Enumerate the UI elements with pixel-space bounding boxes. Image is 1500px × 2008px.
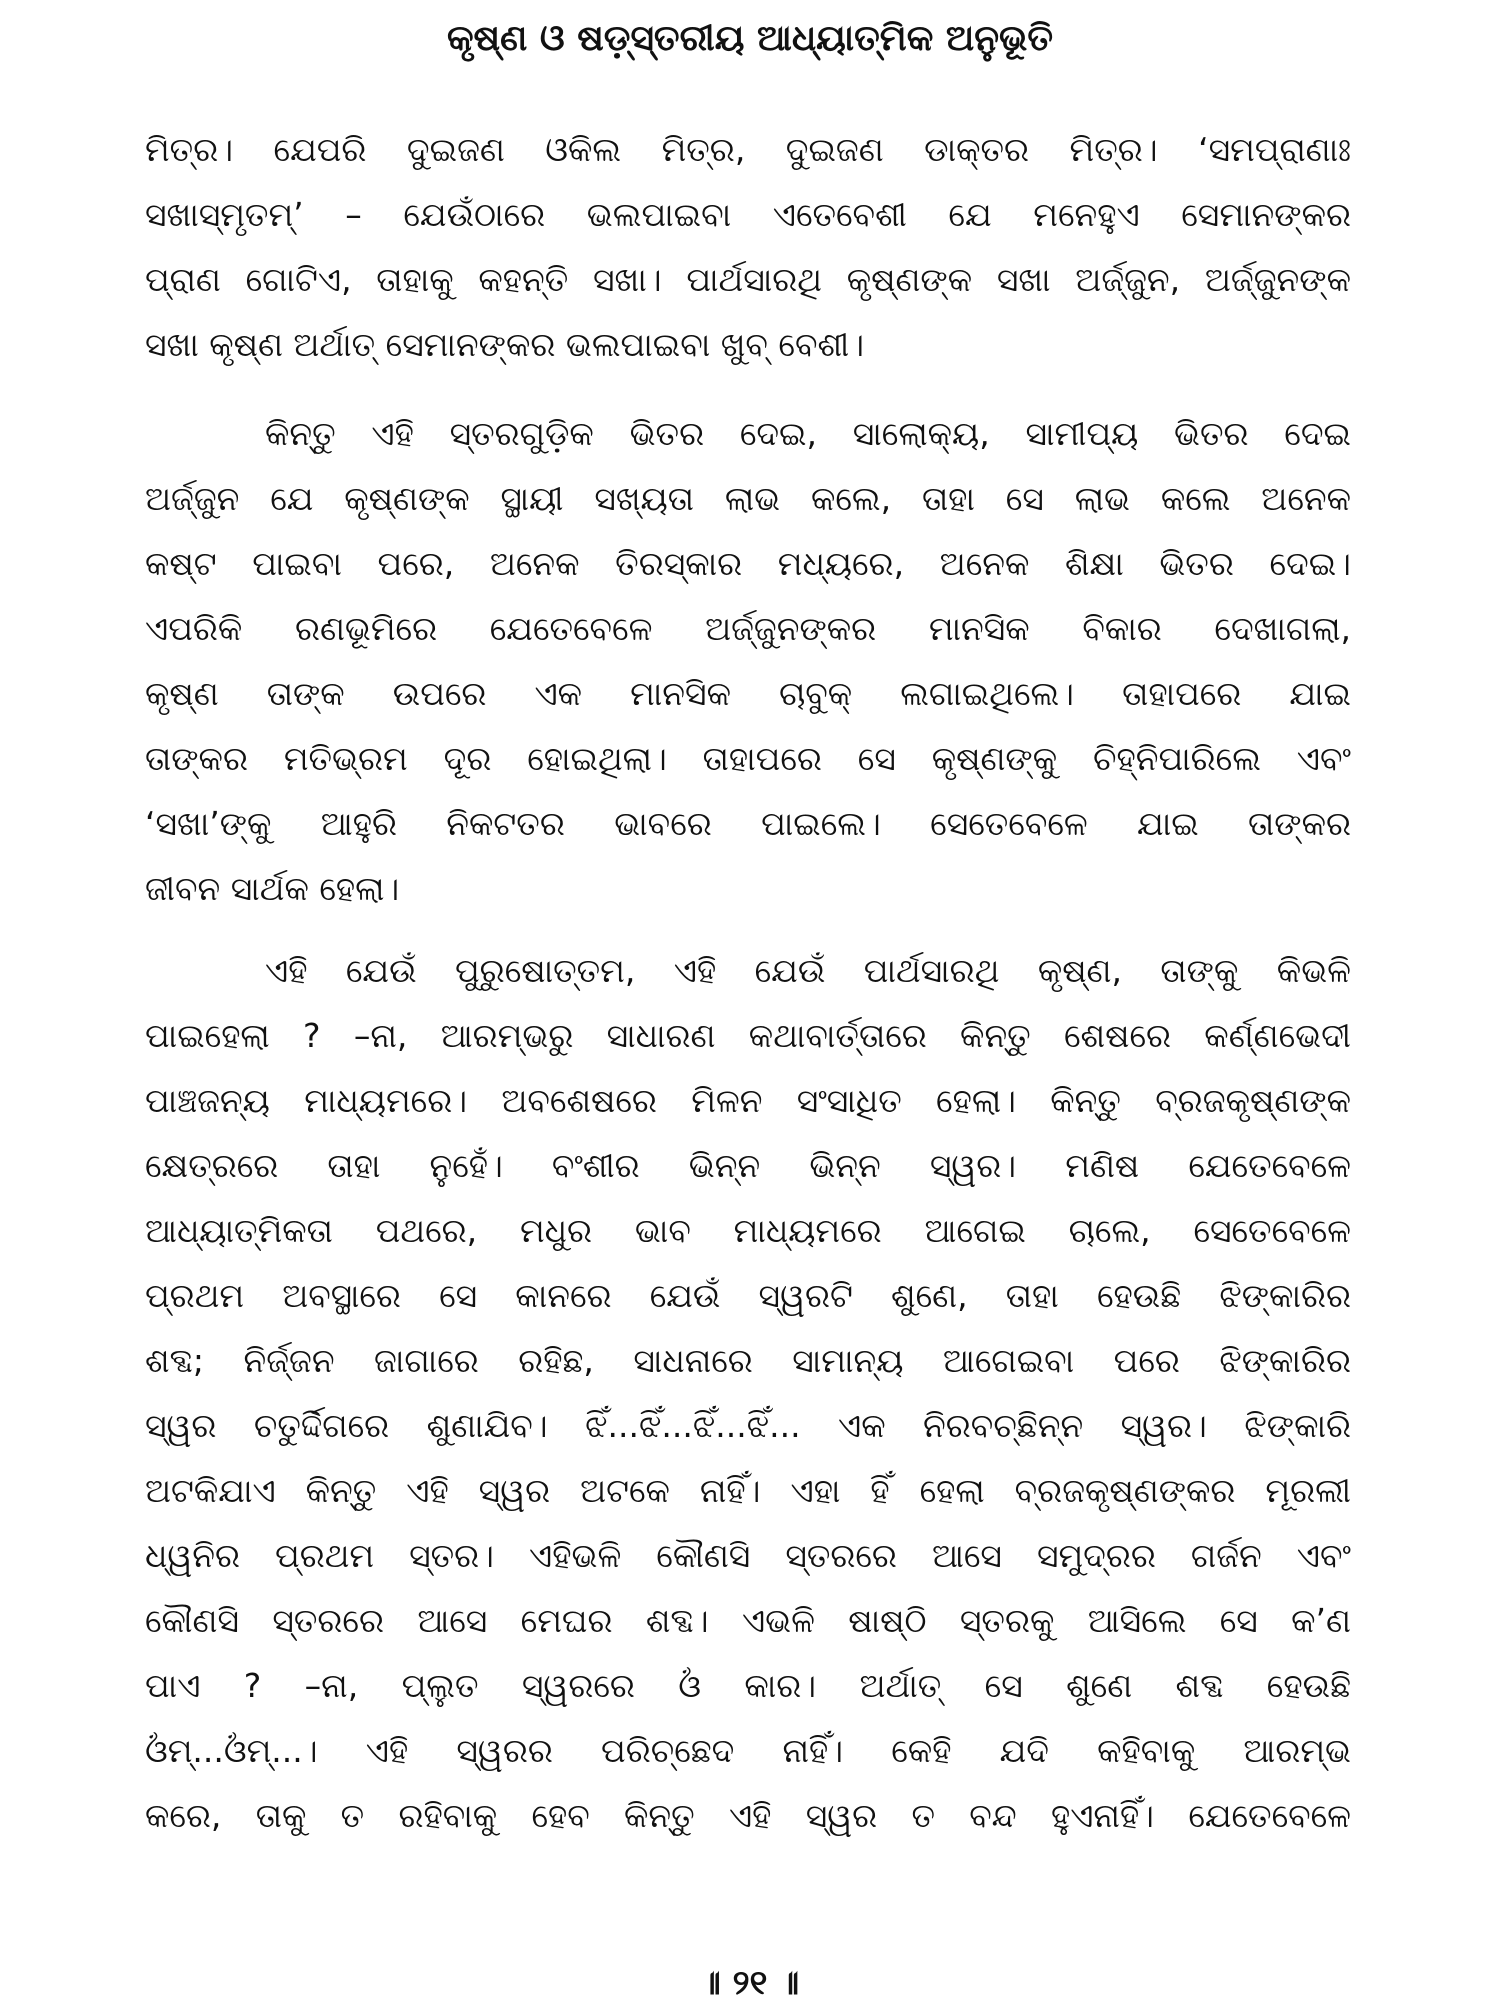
text-line: ଓଁମ୍...ଓଁମ୍...। ଏହି ସ୍ୱରର ପରିଚ୍ଛେଦ ନାହିଁ। କେହି ଯଦି କହିବାକୁ ଆରମ୍ଭ xyxy=(145,1731,1351,1770)
text-line: ପ୍ରାଣ ଗୋଟିଏ, ତାହାକୁ କହନ୍ତି ସଖା। ପାର୍ଥସାରଥି କୃଷ୍ଣଙ୍କ ସଖା ଅର୍ଜ୍ଜୁନ, ଅର୍ଜ୍ଜୁନଙ୍କ xyxy=(145,260,1351,299)
paragraph xyxy=(145,938,1351,1848)
text-line: ପାଏ ? –ନା, ପ୍ଲୁତ ସ୍ୱରରେ ଓଁ କାର। ଅର୍ଥାତ୍ ସେ ଶୁଣେ ଶବ୍ଦ ହେଉଛି xyxy=(145,1666,1351,1705)
text-line: କଷ୍ଟ ପାଇବା ପରେ, ଅନେକ ତିରସ୍କାର ମଧ୍ୟରେ, ଅନେକ ଶିକ୍ଷା ଭିତର ଦେଇ। xyxy=(145,544,1351,583)
text-line: ପାଞ୍ଚଜନ୍ୟ ମାଧ୍ୟମରେ। ଅବଶେଷରେ ମିଳନ ସଂସାଧିତ ହେଲା। କିନ୍ତୁ ବ୍ରଜକୃଷ୍ଣଙ୍କ xyxy=(145,1081,1351,1120)
text-line: କୃଷ୍ଣ ତାଙ୍କ ଉପରେ ଏକ ମାନସିକ ଚାବୁକ୍ ଲଗାଇଥିଲେ। ତାହାପରେ ଯାଇ xyxy=(145,674,1351,713)
text-line: କୌଣସି ସ୍ତରରେ ଆସେ ମେଘର ଶବ୍ଦ। ଏଭଳି ଷାଷ୍ଠି ସ୍ତରକୁ ଆସିଲେ ସେ କ’ଣ xyxy=(145,1601,1351,1640)
text-line: ଜୀବନ ସାର୍ଥକ ହେଲା। xyxy=(145,869,400,908)
text-line: ଆଧ୍ୟାତ୍ମିକତା ପଥରେ, ମଧୁର ଭାବ ମାଧ୍ୟମରେ ଆଗେଇ ଚାଲେ, ସେତେବେଳେ xyxy=(145,1211,1351,1250)
text-line: ପାଇହେଲା ? –ନା, ଆରମ୍ଭରୁ ସାଧାରଣ କଥାବାର୍ତ୍ତାରେ କିନ୍ତୁ ଶେଷରେ କର୍ଣ୍ଣଭେଦୀ xyxy=(145,1016,1351,1055)
text-line: ସଖାସ୍ମୃତମ୍’ – ଯେଉଁଠାରେ ଭଲପାଇବା ଏତେବେଶୀ ଯେ ମନେହୁଏ ସେମାନଙ୍କର xyxy=(145,195,1351,234)
text-line: ଶବ୍ଦ; ନିର୍ଜ୍ଜନ ଜାଗାରେ ରହିଛ, ସାଧନାରେ ସାମାନ୍ୟ ଆଗେଇବା ପରେ ଝିଙ୍କାରିର xyxy=(145,1341,1351,1380)
page-title: କୃଷ୍ଣ ଓ ଷଡ଼୍‌ସ୍ତରୀୟ ଆଧ୍ୟାତ୍ମିକ ଅନୁଭୂତି xyxy=(446,18,1054,59)
page-number: ॥ ୨୧ ॥ xyxy=(700,1963,800,2003)
text-line: ଏହି ଯେଉଁ ପୁରୁଷୋତ୍ତମ, ଏହି ଯେଉଁ ପାର୍ଥସାରଥି କୃଷ୍ଣ, ତାଙ୍କୁ କିଭଳି xyxy=(265,951,1351,990)
text-line: ତାଙ୍କର ମତିଭ୍ରମ ଦୂର ହୋଇଥିଲା। ତାହାପରେ ସେ କୃଷ୍ଣଙ୍କୁ ଚିହ୍ନିପାରିଲେ ଏବଂ xyxy=(145,739,1351,778)
text-line: ଅର୍ଜ୍ଜୁନ ଯେ କୃଷ୍ଣଙ୍କ ସ୍ଥାୟୀ ସଖ୍ୟତା ଲାଭ କଲେ, ତାହା ସେ ଲାଭ କଲେ ଅନେକ xyxy=(145,479,1351,518)
text-line: କିନ୍ତୁ ଏହି ସ୍ତରଗୁଡ଼ିକ ଭିତର ଦେଇ, ସାଲୋକ୍ୟ, ସାମୀପ୍ୟ ଭିତର ଦେଇ xyxy=(265,414,1351,453)
text-line: ସଖା କୃଷ୍ଣ ଅର୍ଥାତ୍ ସେମାନଙ୍କର ଭଲପାଇବା ଖୁବ୍ ବେଶୀ। xyxy=(145,325,865,364)
text-line: ମିତ୍ର। ଯେପରି ଦୁଇଜଣ ଓକିଲ ମିତ୍ର, ଦୁଇଜଣ ଡାକ୍ତର ମିତ୍ର। ‘ସମପ୍ରାଣାଃ xyxy=(145,130,1351,169)
paragraph xyxy=(145,401,1351,921)
text-line: ପ୍ରଥମ ଅବସ୍ଥାରେ ସେ କାନରେ ଯେଉଁ ସ୍ୱରଟି ଶୁଣେ, ତାହା ହେଉଛି ଝିଙ୍କାରିର xyxy=(145,1276,1351,1315)
text-line: କରେ, ତାକୁ ତ ରହିବାକୁ ହେବ କିନ୍ତୁ ଏହି ସ୍ୱର ତ ବନ୍ଦ ହୁଏନାହିଁ। ଯେତେବେଳେ xyxy=(145,1796,1351,1835)
text-line: ସ୍ୱର ଚତୁର୍ଦ୍ଦିଗରେ ଶୁଣାଯିବ। ଝିଁ...ଝିଁ...ଝିଁ...ଝିଁ... ଏକ ନିରବଚ୍ଛିନ୍ନ ସ୍ୱର। ଝିଙ୍କାରି xyxy=(145,1406,1351,1445)
text-line: ଅଟକିଯାଏ କିନ୍ତୁ ଏହି ସ୍ୱର ଅଟକେ ନାହିଁ। ଏହା ହିଁ ହେଲା ବ୍ରଜକୃଷ୍ଣଙ୍କର ମୂରଲୀ xyxy=(145,1471,1351,1510)
text-line: ‘ସଖା’ଙ୍କୁ ଆହୁରି ନିକଟତର ଭାବରେ ପାଇଲେ। ସେତେବେଳେ ଯାଇ ତାଙ୍କର xyxy=(145,804,1351,843)
text-line: ଧ୍ୱନିର ପ୍ରଥମ ସ୍ତର। ଏହିଭଳି କୌଣସି ସ୍ତରରେ ଆସେ ସମୁଦ୍ରର ଗର୍ଜନ ଏବଂ xyxy=(145,1536,1351,1575)
text-line: ଏପରିକି ରଣଭୂମିରେ ଯେତେବେଳେ ଅର୍ଜ୍ଜୁନଙ୍କର ମାନସିକ ବିକାର ଦେଖାଗଲା, xyxy=(145,609,1351,648)
text-line: କ୍ଷେତ୍ରରେ ତାହା ନୁହେଁ। ବଂଶୀର ଭିନ୍ନ ଭିନ୍ନ ସ୍ୱର। ମଣିଷ ଯେତେବେଳେ xyxy=(145,1146,1351,1185)
paragraph xyxy=(145,117,1351,377)
